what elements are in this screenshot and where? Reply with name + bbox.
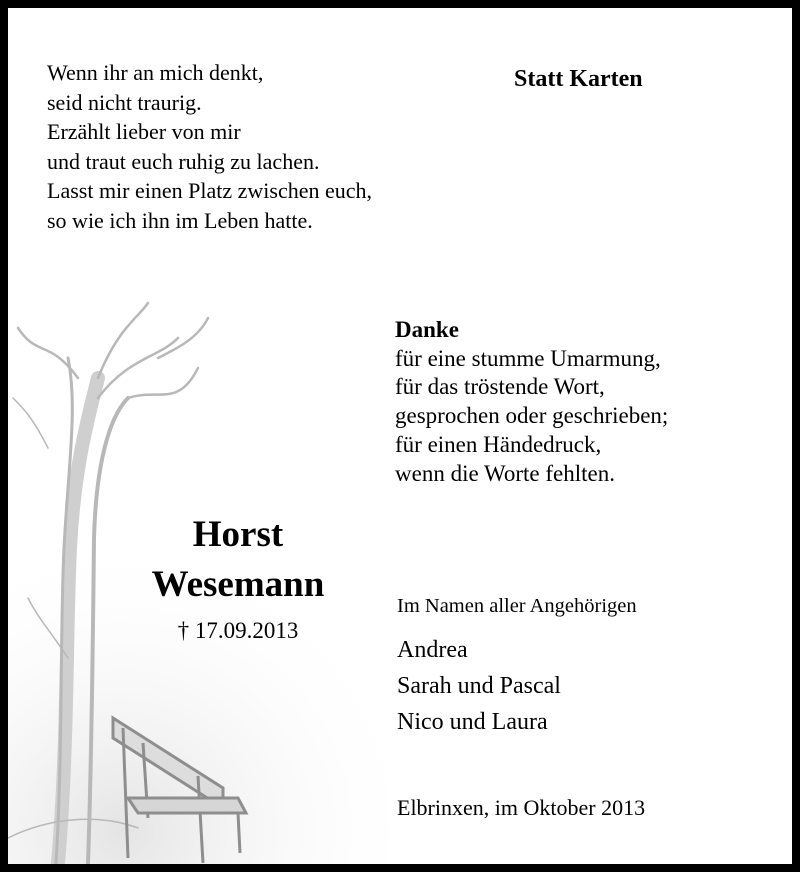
family-names [397,632,561,740]
poem-line: Lasst mir einen Platz zwischen euch, [47,178,373,203]
poem-line: und traut euch ruhig zu lachen. [47,148,320,174]
poem-line: Wenn ihr an mich denkt, [47,60,264,85]
deceased-name [118,510,358,610]
thanks-line: wenn die Worte fehlten. [395,460,615,486]
death-date: † 17.09.2013 [177,618,299,643]
family-name: Nico und Laura [397,709,548,735]
obituary-card [8,8,792,864]
thanks-line: für eine stumme Umarmung, [395,345,661,371]
place-date: Elbrinxen, im Oktober 2013 [397,795,646,820]
poem-line: seid nicht traurig. [47,89,202,115]
family-name: Andrea [397,637,468,663]
heading: Statt Karten [514,66,643,92]
thanks-line: gesprochen oder geschrieben; [395,403,669,429]
thanks-line: für einen Händedruck, [395,431,602,457]
thanks-section [395,316,668,488]
poem-line: Erzählt lieber von mir [47,119,241,144]
family-name: Sarah und Pascal [397,673,561,699]
last-name: Wesemann [151,564,325,605]
thanks-title: Danke [395,317,459,342]
poem-line: so wie ich ihn im Leben hatte. [47,207,313,233]
first-name: Horst [192,514,284,555]
thanks-line: für das tröstende Wort, [395,374,605,400]
signature-intro: Im Namen aller Angehörigen [397,595,637,617]
poem [47,58,372,235]
